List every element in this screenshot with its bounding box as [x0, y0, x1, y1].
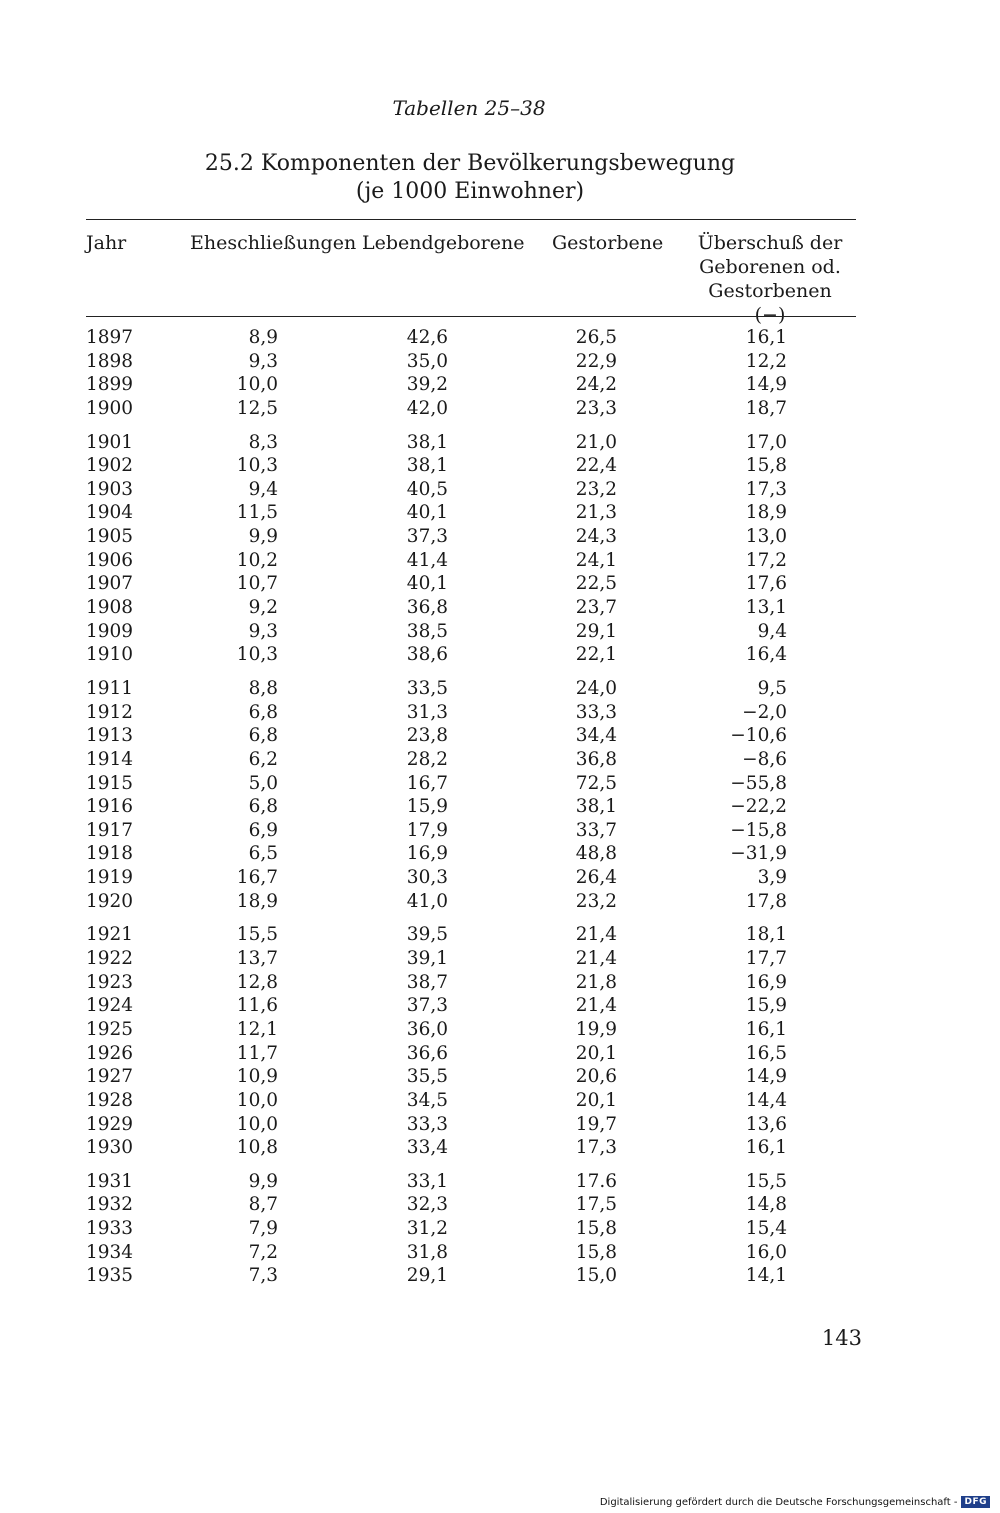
- cell-jahr: 1898: [86, 350, 134, 372]
- cell-jahr: 1931: [86, 1170, 134, 1192]
- cell-ueberschuss: 17,3: [745, 478, 787, 500]
- table-row: [0, 1018, 1000, 1042]
- cell-ueberschuss: 16,5: [745, 1042, 787, 1064]
- cell-gestorbene: 26,4: [575, 867, 617, 889]
- table-row: [0, 890, 1000, 914]
- cell-jahr: 1903: [86, 478, 134, 500]
- table-row: [0, 350, 1000, 374]
- cell-jahr: 1921: [86, 924, 134, 946]
- cell-eheschliessungen: 10,9: [236, 1066, 278, 1088]
- column-header-ueberschuss: [690, 231, 850, 327]
- cell-ueberschuss: 13,0: [745, 526, 787, 548]
- table-row: [0, 866, 1000, 890]
- cell-gestorbene: 36,8: [575, 748, 617, 770]
- cell-eheschliessungen: 7,3: [248, 1265, 278, 1287]
- cell-eheschliessungen: 11,5: [236, 502, 278, 524]
- cell-gestorbene: 21,3: [575, 502, 617, 524]
- cell-lebendgeborene: 37,3: [406, 526, 448, 548]
- table-row: [0, 1193, 1000, 1217]
- cell-gestorbene: 24,1: [575, 549, 617, 571]
- cell-eheschliessungen: 16,7: [236, 867, 278, 889]
- cell-eheschliessungen: 6,8: [248, 701, 278, 723]
- cell-ueberschuss: 16,4: [745, 644, 787, 666]
- cell-ueberschuss: 16,1: [745, 1018, 787, 1040]
- table-body: [0, 326, 1000, 1288]
- cell-lebendgeborene: 15,9: [406, 796, 448, 818]
- cell-gestorbene: 21,4: [575, 948, 617, 970]
- cell-ueberschuss: −2,0: [742, 701, 787, 723]
- cell-lebendgeborene: 40,5: [406, 478, 448, 500]
- cell-ueberschuss: 14,9: [745, 374, 787, 396]
- cell-ueberschuss: 17,6: [745, 573, 787, 595]
- table-title: [80, 150, 860, 206]
- cell-gestorbene: 24,3: [575, 526, 617, 548]
- cell-gestorbene: 20,6: [575, 1066, 617, 1088]
- table-row: [0, 572, 1000, 596]
- table-row: [0, 748, 1000, 772]
- cell-lebendgeborene: 16,9: [406, 843, 448, 865]
- table-row: [0, 795, 1000, 819]
- cell-gestorbene: 17,3: [575, 1137, 617, 1159]
- cell-eheschliessungen: 6,2: [248, 748, 278, 770]
- table-row: [0, 1042, 1000, 1066]
- cell-jahr: 1923: [86, 971, 134, 993]
- cell-lebendgeborene: 36,8: [406, 597, 448, 619]
- cell-jahr: 1909: [86, 620, 134, 642]
- cell-ueberschuss: 18,9: [745, 502, 787, 524]
- cell-eheschliessungen: 6,5: [248, 843, 278, 865]
- cell-gestorbene: 19,9: [575, 1018, 617, 1040]
- cell-gestorbene: 21,4: [575, 995, 617, 1017]
- table-row: [0, 819, 1000, 843]
- cell-jahr: 1929: [86, 1113, 134, 1135]
- cell-eheschliessungen: 10,7: [236, 573, 278, 595]
- cell-jahr: 1899: [86, 374, 134, 396]
- cell-jahr: 1901: [86, 431, 134, 453]
- cell-gestorbene: 34,4: [575, 725, 617, 747]
- cell-lebendgeborene: 29,1: [406, 1265, 448, 1287]
- table-row: [0, 431, 1000, 455]
- cell-jahr: 1914: [86, 748, 134, 770]
- cell-ueberschuss: 14,8: [745, 1194, 787, 1216]
- table-row: [0, 1065, 1000, 1089]
- cell-ueberschuss: 15,8: [745, 455, 787, 477]
- cell-jahr: 1897: [86, 327, 134, 348]
- cell-eheschliessungen: 8,7: [248, 1194, 278, 1216]
- cell-jahr: 1933: [86, 1218, 134, 1240]
- cell-eheschliessungen: 10,0: [236, 1089, 278, 1111]
- cell-jahr: 1932: [86, 1194, 134, 1216]
- cell-gestorbene: 15,0: [575, 1265, 617, 1287]
- cell-lebendgeborene: 17,9: [406, 819, 448, 841]
- cell-lebendgeborene: 39,1: [406, 948, 448, 970]
- cell-ueberschuss: 18,1: [745, 924, 787, 946]
- cell-lebendgeborene: 41,4: [406, 549, 448, 571]
- cell-jahr: 1911: [86, 677, 134, 699]
- table-row: [0, 525, 1000, 549]
- cell-lebendgeborene: 32,3: [406, 1194, 448, 1216]
- cell-jahr: 1916: [86, 796, 134, 818]
- cell-ueberschuss: 14,9: [745, 1066, 787, 1088]
- cell-jahr: 1925: [86, 1018, 134, 1040]
- cell-jahr: 1919: [86, 867, 134, 889]
- cell-eheschliessungen: 12,5: [236, 397, 278, 419]
- cell-gestorbene: 17.6: [575, 1170, 617, 1192]
- table-row: [0, 454, 1000, 478]
- cell-lebendgeborene: 35,0: [406, 350, 448, 372]
- cell-jahr: 1908: [86, 597, 134, 619]
- table-row: [0, 1113, 1000, 1137]
- cell-lebendgeborene: 38,6: [406, 644, 448, 666]
- cell-gestorbene: 38,1: [575, 796, 617, 818]
- table-row: [0, 994, 1000, 1018]
- cell-jahr: 1900: [86, 397, 134, 419]
- cell-lebendgeborene: 39,2: [406, 374, 448, 396]
- cell-jahr: 1905: [86, 526, 134, 548]
- cell-gestorbene: 33,7: [575, 819, 617, 841]
- cell-jahr: 1902: [86, 455, 134, 477]
- cell-lebendgeborene: 42,0: [406, 397, 448, 419]
- cell-eheschliessungen: 6,8: [248, 796, 278, 818]
- cell-lebendgeborene: 38,1: [406, 431, 448, 453]
- cell-eheschliessungen: 12,1: [236, 1018, 278, 1040]
- cell-jahr: 1930: [86, 1137, 134, 1159]
- column-header-gestorbene: Gestorbene: [552, 232, 664, 254]
- cell-eheschliessungen: 11,7: [236, 1042, 278, 1064]
- cell-gestorbene: 72,5: [575, 772, 617, 794]
- table-row: [0, 1170, 1000, 1194]
- cell-jahr: 1906: [86, 549, 134, 571]
- cell-gestorbene: 21,4: [575, 924, 617, 946]
- cell-eheschliessungen: 10,3: [236, 644, 278, 666]
- table-title-line-2: (je 1000 Einwohner): [355, 179, 585, 204]
- cell-eheschliessungen: 5,0: [248, 772, 278, 794]
- table-row: [0, 478, 1000, 502]
- cell-eheschliessungen: 10,0: [236, 374, 278, 396]
- cell-lebendgeborene: 33,1: [406, 1170, 448, 1192]
- column-header-jahr: Jahr: [86, 232, 127, 254]
- cell-ueberschuss: 13,6: [745, 1113, 787, 1135]
- cell-lebendgeborene: 30,3: [406, 867, 448, 889]
- cell-eheschliessungen: 9,9: [248, 1170, 278, 1192]
- cell-lebendgeborene: 39,5: [406, 924, 448, 946]
- table-row: [0, 326, 1000, 350]
- cell-ueberschuss: 9,5: [757, 677, 787, 699]
- table-header-rule: [86, 316, 856, 317]
- dfg-logo: DFG: [961, 1496, 990, 1508]
- cell-eheschliessungen: 9,9: [248, 526, 278, 548]
- cell-gestorbene: 24,2: [575, 374, 617, 396]
- cell-ueberschuss: 14,4: [745, 1089, 787, 1111]
- cell-gestorbene: 20,1: [575, 1042, 617, 1064]
- cell-gestorbene: 48,8: [575, 843, 617, 865]
- cell-gestorbene: 26,5: [575, 327, 617, 348]
- cell-lebendgeborene: 40,1: [406, 573, 448, 595]
- cell-lebendgeborene: 42,6: [406, 327, 448, 348]
- footer-text: Digitalisierung gefördert durch die Deutsche Forschungsgemeinschaft -: [599, 1496, 958, 1508]
- table-row: [0, 549, 1000, 573]
- cell-gestorbene: 24,0: [575, 677, 617, 699]
- cell-lebendgeborene: 36,0: [406, 1018, 448, 1040]
- column-header-ueberschuss-line-3: Gestorbenen (−): [708, 280, 832, 326]
- cell-gestorbene: 15,8: [575, 1218, 617, 1240]
- cell-eheschliessungen: 13,7: [236, 948, 278, 970]
- cell-eheschliessungen: 7,2: [248, 1241, 278, 1263]
- cell-gestorbene: 22,5: [575, 573, 617, 595]
- cell-ueberschuss: 16,9: [745, 971, 787, 993]
- cell-ueberschuss: 16,1: [745, 327, 787, 348]
- cell-ueberschuss: 15,5: [745, 1170, 787, 1192]
- cell-lebendgeborene: 31,3: [406, 701, 448, 723]
- table-row: [0, 643, 1000, 667]
- column-header-ueberschuss-line-2: Geborenen od.: [699, 256, 841, 278]
- table-row: [0, 1264, 1000, 1288]
- cell-ueberschuss: 17,0: [745, 431, 787, 453]
- cell-lebendgeborene: 38,5: [406, 620, 448, 642]
- cell-ueberschuss: 17,2: [745, 549, 787, 571]
- cell-gestorbene: 33,3: [575, 701, 617, 723]
- cell-jahr: 1910: [86, 644, 134, 666]
- cell-gestorbene: 17,5: [575, 1194, 617, 1216]
- cell-jahr: 1926: [86, 1042, 134, 1064]
- cell-lebendgeborene: 38,7: [406, 971, 448, 993]
- cell-eheschliessungen: 9,3: [248, 350, 278, 372]
- cell-ueberschuss: 16,1: [745, 1137, 787, 1159]
- cell-gestorbene: 23,7: [575, 597, 617, 619]
- cell-jahr: 1924: [86, 995, 134, 1017]
- cell-eheschliessungen: 11,6: [236, 995, 278, 1017]
- running-title: Tabellen 25–38: [392, 96, 546, 120]
- cell-ueberschuss: 13,1: [745, 597, 787, 619]
- cell-ueberschuss: −22,2: [730, 796, 787, 818]
- cell-jahr: 1928: [86, 1089, 134, 1111]
- cell-gestorbene: 15,8: [575, 1241, 617, 1263]
- cell-jahr: 1935: [86, 1265, 134, 1287]
- table-row: [0, 772, 1000, 796]
- cell-jahr: 1912: [86, 701, 134, 723]
- cell-ueberschuss: −31,9: [730, 843, 787, 865]
- table-row: [0, 1089, 1000, 1113]
- page-number: 143: [821, 1326, 862, 1350]
- table-row: [0, 373, 1000, 397]
- cell-eheschliessungen: 10,2: [236, 549, 278, 571]
- cell-ueberschuss: 17,8: [745, 890, 787, 912]
- table-row: [0, 923, 1000, 947]
- table-row: [0, 596, 1000, 620]
- cell-lebendgeborene: 31,8: [406, 1241, 448, 1263]
- table-row: [0, 1217, 1000, 1241]
- cell-eheschliessungen: 10,0: [236, 1113, 278, 1135]
- table-top-rule: [86, 219, 856, 220]
- cell-ueberschuss: 16,0: [745, 1241, 787, 1263]
- column-header-eheschliessungen: Eheschließungen: [190, 232, 357, 254]
- cell-ueberschuss: 14,1: [745, 1265, 787, 1287]
- cell-gestorbene: 22,4: [575, 455, 617, 477]
- cell-gestorbene: 21,0: [575, 431, 617, 453]
- cell-ueberschuss: 17,7: [745, 948, 787, 970]
- cell-lebendgeborene: 37,3: [406, 995, 448, 1017]
- cell-lebendgeborene: 33,3: [406, 1113, 448, 1135]
- table-row: [0, 701, 1000, 725]
- cell-ueberschuss: −8,6: [742, 748, 787, 770]
- cell-eheschliessungen: 9,4: [248, 478, 278, 500]
- column-header-ueberschuss-line-1: Überschuß der: [697, 232, 843, 254]
- table-row: [0, 501, 1000, 525]
- cell-lebendgeborene: 35,5: [406, 1066, 448, 1088]
- cell-gestorbene: 22,1: [575, 644, 617, 666]
- cell-lebendgeborene: 33,5: [406, 677, 448, 699]
- cell-gestorbene: 23,3: [575, 397, 617, 419]
- cell-eheschliessungen: 10,3: [236, 455, 278, 477]
- table-row: [0, 620, 1000, 644]
- cell-ueberschuss: 15,4: [745, 1218, 787, 1240]
- cell-jahr: 1904: [86, 502, 134, 524]
- cell-ueberschuss: −15,8: [730, 819, 787, 841]
- cell-eheschliessungen: 8,3: [248, 431, 278, 453]
- cell-gestorbene: 23,2: [575, 478, 617, 500]
- cell-gestorbene: 23,2: [575, 890, 617, 912]
- table-row: [0, 971, 1000, 995]
- cell-eheschliessungen: 7,9: [248, 1218, 278, 1240]
- cell-jahr: 1922: [86, 948, 134, 970]
- cell-gestorbene: 21,8: [575, 971, 617, 993]
- cell-lebendgeborene: 33,4: [406, 1137, 448, 1159]
- cell-ueberschuss: 12,2: [745, 350, 787, 372]
- cell-eheschliessungen: 9,2: [248, 597, 278, 619]
- table-row: [0, 1241, 1000, 1265]
- cell-lebendgeborene: 41,0: [406, 890, 448, 912]
- cell-eheschliessungen: 10,8: [236, 1137, 278, 1159]
- cell-ueberschuss: −10,6: [730, 725, 787, 747]
- cell-eheschliessungen: 9,3: [248, 620, 278, 642]
- cell-eheschliessungen: 15,5: [236, 924, 278, 946]
- cell-lebendgeborene: 34,5: [406, 1089, 448, 1111]
- cell-jahr: 1917: [86, 819, 134, 841]
- table-row: [0, 724, 1000, 748]
- cell-eheschliessungen: 8,9: [248, 327, 278, 348]
- cell-lebendgeborene: 31,2: [406, 1218, 448, 1240]
- cell-ueberschuss: −55,8: [730, 772, 787, 794]
- cell-lebendgeborene: 23,8: [406, 725, 448, 747]
- cell-jahr: 1920: [86, 890, 134, 912]
- cell-jahr: 1934: [86, 1241, 134, 1263]
- column-header-lebendgeborene: Lebendgeborene: [362, 232, 525, 254]
- cell-jahr: 1913: [86, 725, 134, 747]
- cell-lebendgeborene: 16,7: [406, 772, 448, 794]
- cell-gestorbene: 29,1: [575, 620, 617, 642]
- cell-ueberschuss: 3,9: [757, 867, 787, 889]
- cell-ueberschuss: 15,9: [745, 995, 787, 1017]
- cell-eheschliessungen: 6,8: [248, 725, 278, 747]
- cell-jahr: 1915: [86, 772, 134, 794]
- cell-eheschliessungen: 12,8: [236, 971, 278, 993]
- cell-lebendgeborene: 38,1: [406, 455, 448, 477]
- table-row: [0, 1136, 1000, 1160]
- cell-gestorbene: 22,9: [575, 350, 617, 372]
- table-row: [0, 947, 1000, 971]
- table-row: [0, 677, 1000, 701]
- cell-jahr: 1918: [86, 843, 134, 865]
- cell-eheschliessungen: 8,8: [248, 677, 278, 699]
- cell-ueberschuss: 18,7: [745, 397, 787, 419]
- cell-jahr: 1907: [86, 573, 134, 595]
- cell-lebendgeborene: 36,6: [406, 1042, 448, 1064]
- cell-lebendgeborene: 40,1: [406, 502, 448, 524]
- footer: [600, 1496, 990, 1508]
- table-title-line-1: 25.2 Komponenten der Bevölkerungsbewegung: [204, 151, 736, 176]
- cell-eheschliessungen: 18,9: [236, 890, 278, 912]
- table-row: [0, 397, 1000, 421]
- cell-lebendgeborene: 28,2: [406, 748, 448, 770]
- cell-gestorbene: 20,1: [575, 1089, 617, 1111]
- cell-jahr: 1927: [86, 1066, 134, 1088]
- cell-eheschliessungen: 6,9: [248, 819, 278, 841]
- cell-ueberschuss: 9,4: [757, 620, 787, 642]
- table-row: [0, 842, 1000, 866]
- cell-gestorbene: 19,7: [575, 1113, 617, 1135]
